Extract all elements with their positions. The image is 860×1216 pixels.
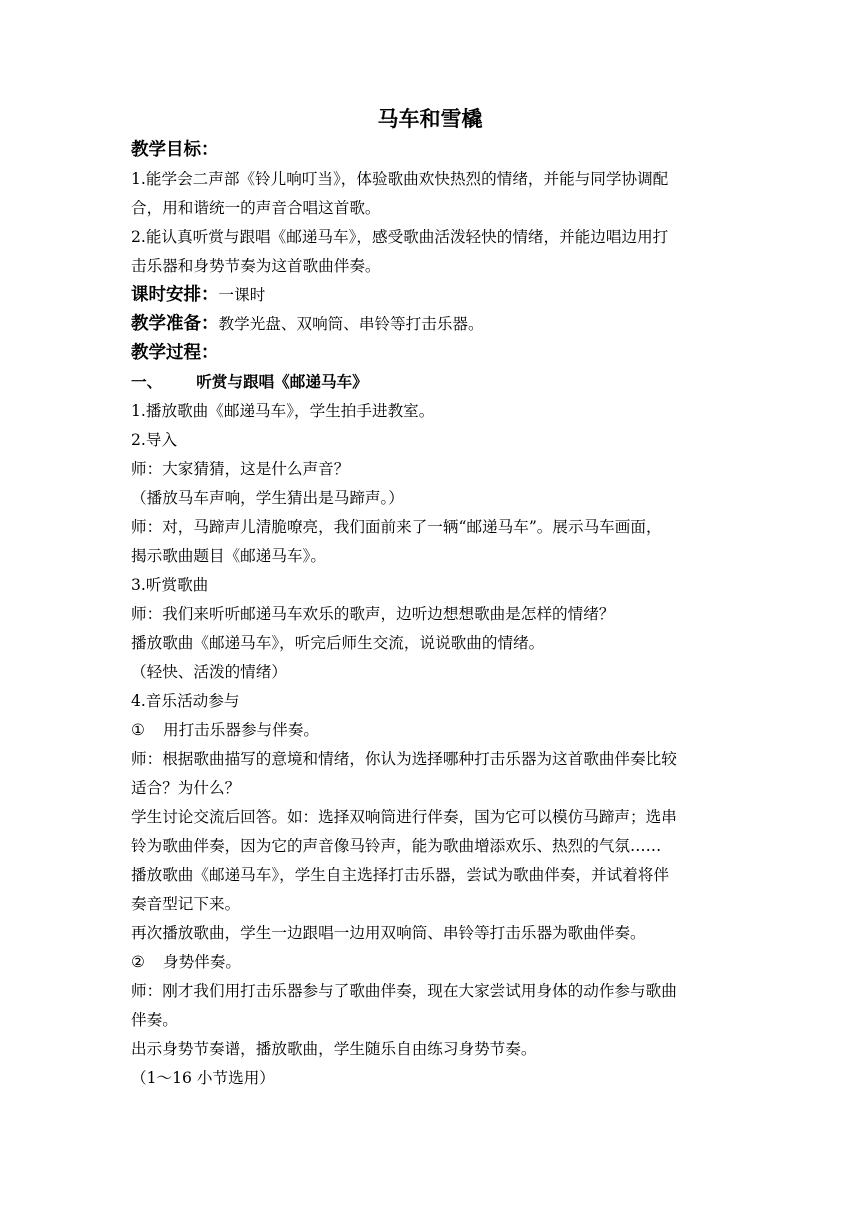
body-line: 师：大家猜猜，这是什么声音？ <box>131 460 350 478</box>
body-line: （轻快、活泼的情绪） <box>131 663 287 681</box>
body-line: 师：根据歌曲描写的意境和情绪，你认为选择哪种打击乐器为这首歌曲伴奏比较 <box>131 750 677 768</box>
schedule-row <box>131 281 731 310</box>
goals-heading: 教学目标： <box>131 140 219 160</box>
goal-1-line-2: 合，用和谐统一的声音合唱这首歌。 <box>131 199 381 217</box>
body-line: （播放马车声响，学生猜出是马蹄声。） <box>131 489 404 507</box>
body-line: 铃为歌曲伴奏，因为它的声音像马铃声，能为歌曲增添欢乐、热烈的气氛…… <box>131 837 662 855</box>
body-line: （1～16 小节选用） <box>131 1069 275 1087</box>
activity-two-item <box>131 948 731 977</box>
document-body <box>131 136 731 1093</box>
body-line: 师：对，马蹄声儿清脆嘹亮，我们面前来了一辆“邮递马车”。展示马车画面， <box>131 518 662 536</box>
body-line: 奏音型记下来。 <box>131 895 241 913</box>
body-line: 播放歌曲《邮递马车》，听完后师生交流，说说歌曲的情绪。 <box>131 634 545 652</box>
schedule-value: 一课时 <box>218 286 266 304</box>
body-line: 适合？为什么？ <box>131 779 241 797</box>
part-one-title: 听赏与跟唱《邮递马车》 <box>196 373 368 391</box>
activity-two-text: 身势伴奏。 <box>162 953 241 971</box>
body-line: 揭示歌曲题目《邮递马车》。 <box>131 547 326 565</box>
body-line: 再次播放歌曲，学生一边跟唱一边用双响筒、串铃等打击乐器为歌曲伴奏。 <box>131 924 646 942</box>
body-line: 播放歌曲《邮递马车》，学生自主选择打击乐器，尝试为歌曲伴奏，并试着将伴 <box>131 866 669 884</box>
body-line: 3.听赏歌曲 <box>131 576 209 594</box>
activity-one-text: 用打击乐器参与伴奏。 <box>162 721 319 739</box>
prep-heading: 教学准备： <box>131 314 219 334</box>
goal-2-line-2: 击乐器和身势节奏为这首歌曲伴奏。 <box>131 257 381 275</box>
body-line: 学生讨论交流后回答。如：选择双响筒进行伴奏，国为它可以模仿马蹄声；选串 <box>131 808 677 826</box>
activity-one-item <box>131 716 731 745</box>
body-line: 师：刚才我们用打击乐器参与了歌曲伴奏，现在大家尝试用身体的动作参与歌曲 <box>131 982 677 1000</box>
body-line: 2.导入 <box>131 431 178 449</box>
schedule-heading: 课时安排： <box>131 285 219 305</box>
part-one-number: 一、 <box>131 373 163 391</box>
activity-one-marker: ① <box>131 721 145 739</box>
prep-row <box>131 310 731 339</box>
body-line: 师：我们来听听邮递马车欢乐的歌声，边听边想想歌曲是怎样的情绪？ <box>131 605 615 623</box>
goal-2-line-1: 2.能认真听赏与跟唱《邮递马车》，感受歌曲活泼轻快的情绪，并能边唱边用打 <box>131 228 669 246</box>
body-line: 出示身势节奏谱，播放歌曲，学生随乐自由练习身势节奏。 <box>131 1040 537 1058</box>
process-heading: 教学过程： <box>131 343 219 363</box>
part-one-heading <box>131 368 731 397</box>
activity-two-marker: ② <box>131 953 145 971</box>
document-title: 马车和雪橇 <box>377 107 483 131</box>
body-line: 4.音乐活动参与 <box>131 692 240 710</box>
body-line: 1.播放歌曲《邮递马车》，学生拍手进教室。 <box>131 402 435 420</box>
goal-1-line-1: 1.能学会二声部《铃儿响叮当》，体验歌曲欢快热烈的情绪，并能与同学协调配 <box>131 170 669 188</box>
prep-value: 教学光盘、双响筒、串铃等打击乐器。 <box>218 315 484 333</box>
body-line: 伴奏。 <box>131 1011 178 1029</box>
